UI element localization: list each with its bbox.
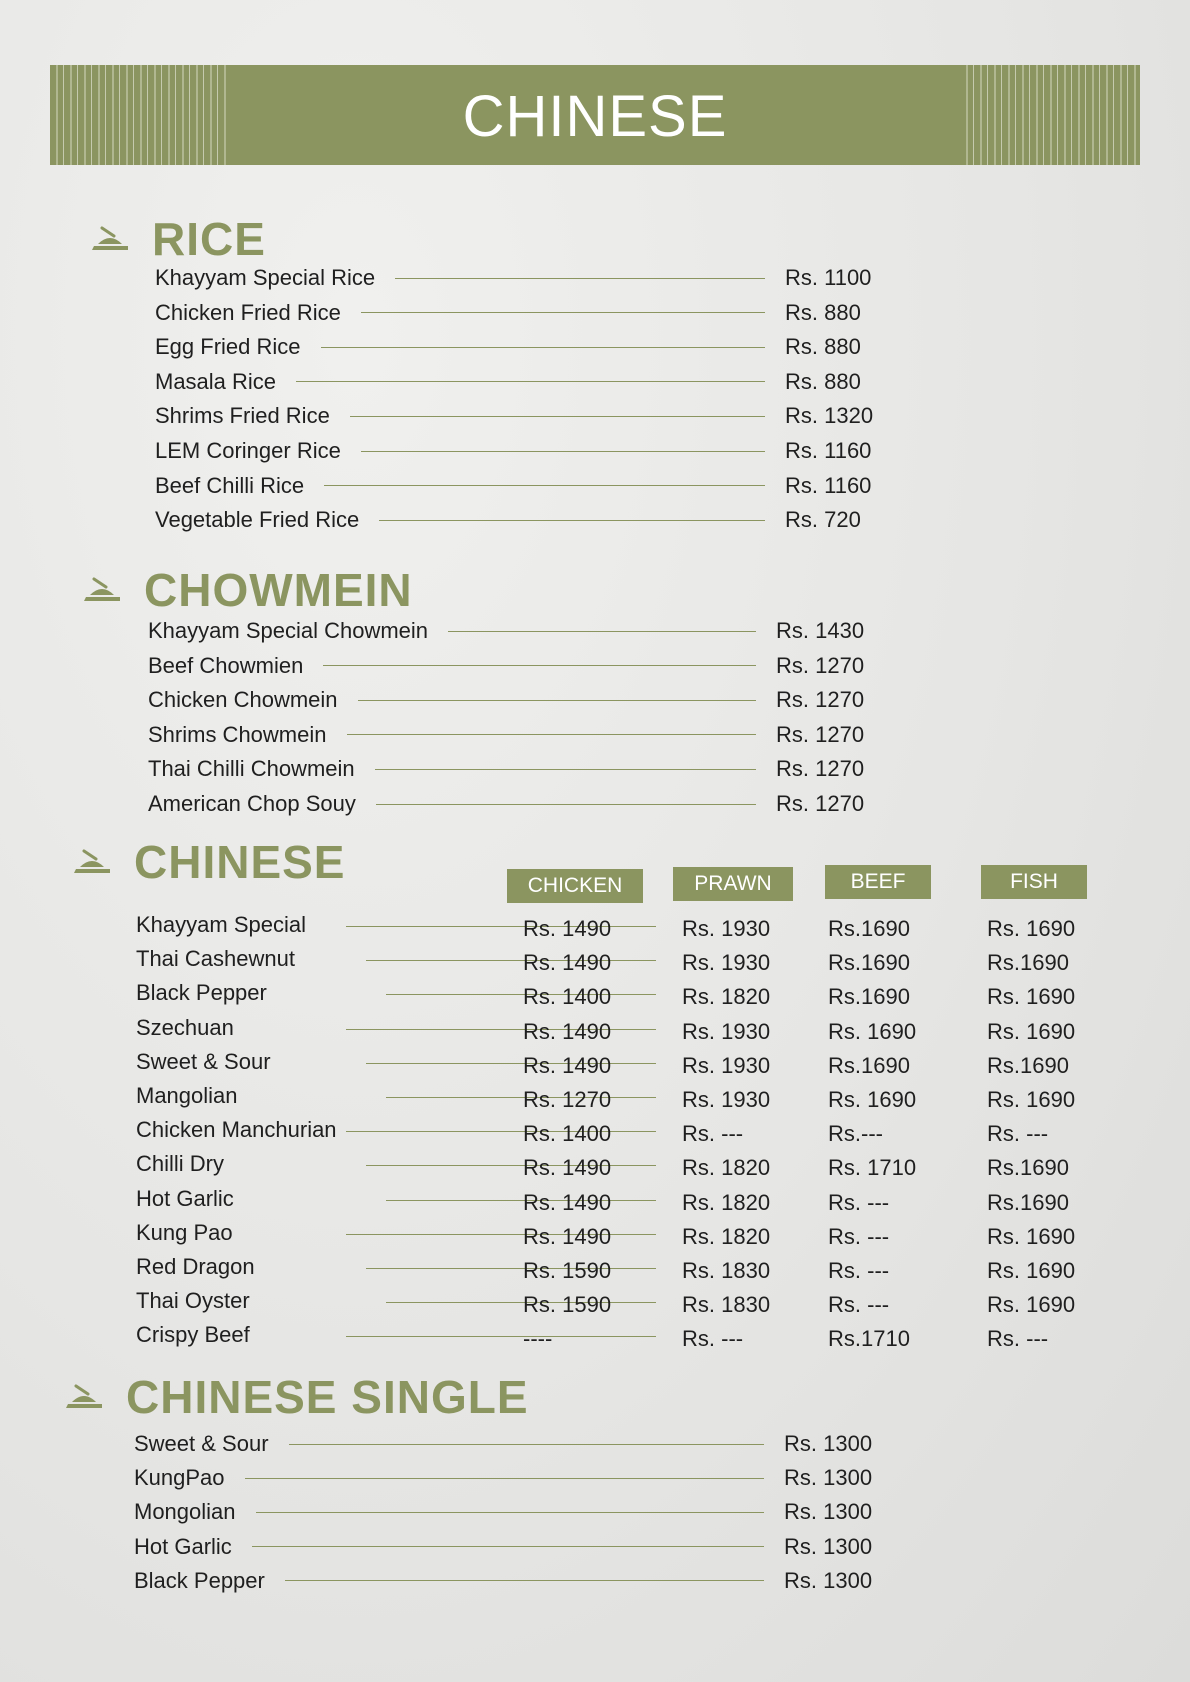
item-name: Crispy Beef xyxy=(136,1322,250,1348)
price-beef: Rs.1710 xyxy=(828,1326,910,1352)
serving-dish-icon xyxy=(64,1382,104,1412)
item-name: Thai Oyster xyxy=(136,1288,250,1314)
price-fish: Rs. 1690 xyxy=(987,1223,1076,1249)
item-name: Sweet & Sour xyxy=(134,1431,269,1456)
price-prawn: Rs. 1820 xyxy=(682,984,771,1010)
column-header-chicken: CHICKEN xyxy=(507,869,643,903)
price-chicken: Rs. 1490 xyxy=(523,1189,612,1215)
menu-item xyxy=(148,651,876,681)
menu-item xyxy=(148,720,876,750)
item-name: Kung Pao xyxy=(136,1219,233,1245)
price-fish: Rs. 1690 xyxy=(987,1087,1076,1112)
price-beef: Rs.1690 xyxy=(828,1052,910,1078)
grid-row xyxy=(136,946,1126,978)
menu-item xyxy=(155,471,885,501)
price-fish: Rs. --- xyxy=(987,1326,1049,1352)
grid-row xyxy=(136,912,1126,944)
item-name: Thai Chilli Chowmein xyxy=(148,756,355,782)
column-header-prawn: PRAWN xyxy=(673,867,793,901)
serving-dish-icon xyxy=(90,224,130,254)
price-fish: Rs. 1690 xyxy=(987,1292,1076,1318)
section-title: RICE xyxy=(152,213,266,265)
item-name: LEM Coringer Rice xyxy=(155,438,341,463)
price-fish: Rs. 1690 xyxy=(987,916,1076,941)
price-fish: Rs.1690 xyxy=(987,1155,1069,1181)
leader-line xyxy=(285,1580,764,1581)
leader-line xyxy=(386,1097,656,1098)
menu-item xyxy=(148,789,876,819)
serving-dish-icon xyxy=(72,847,112,877)
price-fish: Rs.1690 xyxy=(987,950,1069,976)
item-price: Rs. 1270 xyxy=(776,652,865,678)
item-price: Rs. 1300 xyxy=(784,1465,873,1491)
price-prawn: Rs. 1820 xyxy=(682,1189,771,1215)
grid-row xyxy=(136,1049,1126,1081)
grid-row xyxy=(136,1015,1126,1047)
leader-line xyxy=(366,960,656,961)
item-price: Rs. 1320 xyxy=(785,403,874,429)
leader-line xyxy=(376,804,756,805)
price-beef: Rs.1690 xyxy=(828,950,910,976)
price-chicken: ---- xyxy=(523,1326,553,1352)
item-price: Rs. 1300 xyxy=(784,1533,873,1559)
leader-line xyxy=(350,416,765,417)
item-price: Rs. 1300 xyxy=(784,1567,873,1593)
section-title: CHINESE xyxy=(134,836,346,888)
price-beef: Rs. 1690 xyxy=(828,1087,917,1112)
price-beef: Rs. --- xyxy=(828,1189,890,1215)
item-price: Rs. 1300 xyxy=(784,1499,873,1525)
price-prawn: Rs. 1930 xyxy=(682,1052,771,1078)
item-name: Khayyam Special Chowmein xyxy=(148,618,429,643)
item-name: Khayyam Special xyxy=(136,912,306,937)
grid-row xyxy=(136,1117,1126,1149)
item-name: Black Pepper xyxy=(134,1567,265,1593)
item-price: Rs. 880 xyxy=(785,368,861,394)
price-prawn: Rs. 1830 xyxy=(682,1258,771,1283)
price-beef: Rs.1690 xyxy=(828,984,910,1010)
menu-item xyxy=(155,298,885,328)
grid-row xyxy=(136,1322,1126,1354)
price-chicken: Rs. 1270 xyxy=(523,1087,612,1112)
leader-line xyxy=(289,1444,764,1445)
price-beef: Rs. --- xyxy=(828,1223,890,1249)
section-chinese-single-heading xyxy=(64,1370,529,1424)
price-beef: Rs.1690 xyxy=(828,916,910,941)
price-beef: Rs. 1690 xyxy=(828,1018,917,1044)
price-chicken: Rs. 1490 xyxy=(523,1018,612,1044)
item-name: Mangolian xyxy=(136,1083,238,1108)
item-name: Egg Fried Rice xyxy=(155,334,301,360)
item-name: Chicken Manchurian xyxy=(136,1117,337,1143)
item-price: Rs. 1270 xyxy=(776,721,865,747)
price-prawn: Rs. --- xyxy=(682,1326,744,1352)
price-prawn: Rs. --- xyxy=(682,1121,744,1147)
item-price: Rs. 1270 xyxy=(776,756,865,782)
menu-item xyxy=(155,505,885,535)
leader-line xyxy=(361,451,765,452)
leader-line xyxy=(361,312,765,313)
price-fish: Rs. 1690 xyxy=(987,1018,1076,1044)
item-name: Hot Garlic xyxy=(136,1185,234,1211)
section-rice-heading xyxy=(90,212,266,266)
leader-line xyxy=(256,1512,764,1513)
menu-item xyxy=(155,332,885,362)
menu-item xyxy=(148,616,876,646)
item-name: Beef Chilli Rice xyxy=(155,472,305,498)
price-fish: Rs. 1690 xyxy=(987,984,1076,1010)
price-beef: Rs.--- xyxy=(828,1121,883,1147)
menu-item xyxy=(155,367,885,397)
price-beef: Rs. 1710 xyxy=(828,1155,917,1181)
grid-row xyxy=(136,980,1126,1012)
item-name: Chicken Chowmein xyxy=(148,687,338,713)
leader-line xyxy=(366,1165,656,1166)
menu-item xyxy=(134,1566,884,1596)
menu-item xyxy=(148,685,876,715)
item-name: Black Pepper xyxy=(136,980,267,1006)
menu-item xyxy=(155,263,885,293)
item-price: Rs. 880 xyxy=(785,299,861,325)
grid-row xyxy=(136,1151,1126,1183)
leader-line xyxy=(321,347,765,348)
item-price: Rs. 1430 xyxy=(776,618,865,643)
menu-item xyxy=(155,401,885,431)
leader-line xyxy=(386,1200,656,1201)
item-name: Khayyam Special Rice xyxy=(155,265,376,290)
leader-line xyxy=(366,1063,656,1064)
section-chowmein-heading xyxy=(82,563,413,617)
grid-row xyxy=(136,1083,1126,1115)
item-name: Hot Garlic xyxy=(134,1533,232,1559)
header-banner xyxy=(50,65,1140,165)
item-price: Rs. 1270 xyxy=(776,791,865,816)
leader-line xyxy=(386,994,656,995)
section-title: CHOWMEIN xyxy=(144,564,413,616)
price-prawn: Rs. 1930 xyxy=(682,950,771,976)
column-header-beef: BEEF xyxy=(825,865,931,899)
price-prawn: Rs. 1930 xyxy=(682,916,771,941)
menu-item xyxy=(148,754,876,784)
price-fish: Rs. 1690 xyxy=(987,1258,1076,1283)
item-name: Shrims Fried Rice xyxy=(155,403,330,429)
item-price: Rs. 1160 xyxy=(785,438,872,463)
price-prawn: Rs. 1830 xyxy=(682,1292,771,1318)
item-name: Thai Cashewnut xyxy=(136,946,295,972)
leader-line xyxy=(252,1546,764,1547)
item-name: Masala Rice xyxy=(155,368,277,394)
price-fish: Rs.1690 xyxy=(987,1052,1069,1078)
price-chicken: Rs. 1490 xyxy=(523,1155,612,1181)
item-name: KungPao xyxy=(134,1465,225,1491)
price-prawn: Rs. 1930 xyxy=(682,1087,771,1112)
leader-line xyxy=(296,381,765,382)
leader-line xyxy=(366,1268,656,1269)
item-price: Rs. 1100 xyxy=(785,265,872,290)
grid-row xyxy=(136,1254,1126,1286)
leader-line xyxy=(358,700,756,701)
item-name: Vegetable Fried Rice xyxy=(155,507,360,533)
serving-dish-icon xyxy=(82,575,122,605)
price-chicken: Rs. 1590 xyxy=(523,1258,612,1283)
price-beef: Rs. --- xyxy=(828,1292,890,1318)
leader-line xyxy=(347,734,757,735)
item-name: Sweet & Sour xyxy=(136,1048,271,1074)
price-chicken: Rs. 1490 xyxy=(523,950,612,976)
price-prawn: Rs. 1930 xyxy=(682,1018,771,1044)
grid-row xyxy=(136,1186,1126,1218)
item-price: Rs. 1160 xyxy=(785,472,872,498)
grid-row xyxy=(136,1220,1126,1252)
leader-line xyxy=(245,1478,764,1479)
leader-line xyxy=(375,769,756,770)
item-name: Chilli Dry xyxy=(136,1151,224,1177)
page-title: CHINESE xyxy=(462,84,728,149)
leader-line xyxy=(395,278,765,279)
price-prawn: Rs. 1820 xyxy=(682,1223,771,1249)
leader-line xyxy=(379,520,765,521)
menu-item xyxy=(134,1497,884,1527)
column-header-fish: FISH xyxy=(981,865,1087,899)
menu-item xyxy=(134,1532,884,1562)
section-title: CHINESE SINGLE xyxy=(126,1371,529,1423)
price-chicken: Rs. 1590 xyxy=(523,1292,612,1318)
item-name: Red Dragon xyxy=(136,1254,255,1279)
item-name: Shrims Chowmein xyxy=(148,721,327,747)
item-name: Szechuan xyxy=(136,1014,234,1040)
leader-line xyxy=(448,631,756,632)
price-chicken: Rs. 1400 xyxy=(523,984,612,1010)
leader-line xyxy=(323,665,756,666)
leader-line xyxy=(324,485,765,486)
item-price: Rs. 720 xyxy=(785,507,861,533)
price-beef: Rs. --- xyxy=(828,1258,890,1283)
leader-line xyxy=(386,1302,656,1303)
price-chicken: Rs. 1400 xyxy=(523,1121,612,1147)
leader-line xyxy=(346,1336,656,1337)
price-chicken: Rs. 1490 xyxy=(523,1223,612,1249)
price-fish: Rs.1690 xyxy=(987,1189,1069,1215)
menu-item xyxy=(134,1463,884,1493)
grid-row xyxy=(136,1288,1126,1320)
menu-item xyxy=(134,1429,884,1459)
item-name: Beef Chowmien xyxy=(148,652,304,678)
item-price: Rs. 880 xyxy=(785,334,861,360)
item-price: Rs. 1270 xyxy=(776,687,865,713)
price-chicken: Rs. 1490 xyxy=(523,1052,612,1078)
item-name: American Chop Souy xyxy=(148,791,356,816)
price-fish: Rs. --- xyxy=(987,1121,1049,1147)
item-name: Chicken Fried Rice xyxy=(155,299,341,325)
item-name: Mongolian xyxy=(134,1499,236,1525)
item-price: Rs. 1300 xyxy=(784,1431,873,1456)
price-prawn: Rs. 1820 xyxy=(682,1155,771,1181)
section-chinese-heading xyxy=(72,835,345,889)
price-chicken: Rs. 1490 xyxy=(523,916,612,941)
menu-item xyxy=(155,436,885,466)
